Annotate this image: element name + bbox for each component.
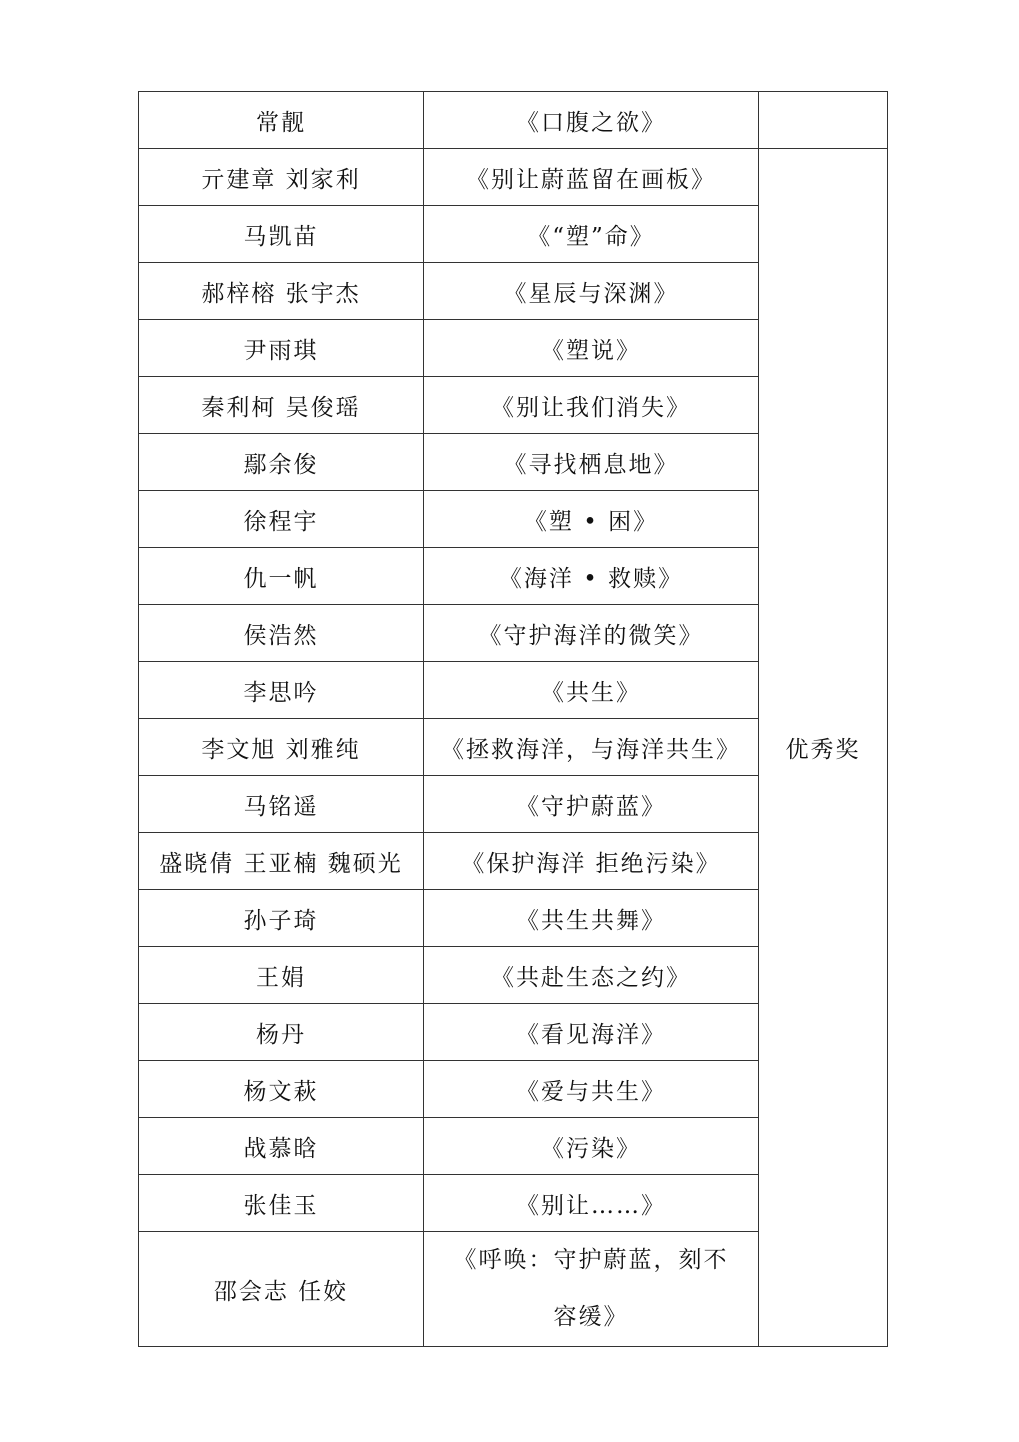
work-title: 《守护蔚蓝》 [424,776,759,833]
winner-name: 孙子琦 [139,890,424,947]
work-title: 《别让……》 [424,1175,759,1232]
winner-name: 战慕晗 [139,1118,424,1175]
winner-name: 徐程宇 [139,491,424,548]
winner-name: 亓建章 刘家利 [139,149,424,206]
work-title: 《共赴生态之约》 [424,947,759,1004]
awards-table [138,91,888,1347]
work-title: 《共生》 [424,662,759,719]
award-level: 优秀奖 [759,149,888,1347]
winner-name: 李文旭 刘雅纯 [139,719,424,776]
work-title-cell [424,1232,759,1347]
work-title: 《看见海洋》 [424,1004,759,1061]
table-row [139,149,888,206]
work-title: 《星辰与深渊》 [424,263,759,320]
winner-name: 王娟 [139,947,424,1004]
winner-name: 仇一帆 [139,548,424,605]
winner-name: 侯浩然 [139,605,424,662]
winner-name: 马铭遥 [139,776,424,833]
winner-name: 邵会志 任姣 [139,1232,424,1347]
work-title: 《污染》 [424,1118,759,1175]
winner-name: 盛晓倩 王亚楠 魏硕光 [139,833,424,890]
award-cell-empty [759,92,888,149]
work-title: 《“塑”命》 [424,206,759,263]
work-title: 《共生共舞》 [424,890,759,947]
work-title: 《塑说》 [424,320,759,377]
work-title: 《拯救海洋，与海洋共生》 [424,719,759,776]
winner-name: 鄢余俊 [139,434,424,491]
work-title: 《爱与共生》 [424,1061,759,1118]
winner-name: 杨文萩 [139,1061,424,1118]
winner-name: 郝梓榕 张宇杰 [139,263,424,320]
table-row [139,92,888,149]
winner-name: 秦利柯 吴俊瑶 [139,377,424,434]
work-title: 《呼唤：守护蔚蓝，刻不容缓》 [453,1247,729,1330]
work-title: 《别让我们消失》 [424,377,759,434]
winner-name: 马凯苗 [139,206,424,263]
work-title: 《海洋 • 救赎》 [424,548,759,605]
winner-name: 李思吟 [139,662,424,719]
work-title: 《守护海洋的微笑》 [424,605,759,662]
work-title: 《塑 • 困》 [424,491,759,548]
work-title: 《保护海洋 拒绝污染》 [424,833,759,890]
work-title: 《口腹之欲》 [424,92,759,149]
winner-name: 杨丹 [139,1004,424,1061]
winner-name: 常靓 [139,92,424,149]
work-title: 《别让蔚蓝留在画板》 [424,149,759,206]
work-title: 《寻找栖息地》 [424,434,759,491]
winner-name: 张佳玉 [139,1175,424,1232]
winner-name: 尹雨琪 [139,320,424,377]
